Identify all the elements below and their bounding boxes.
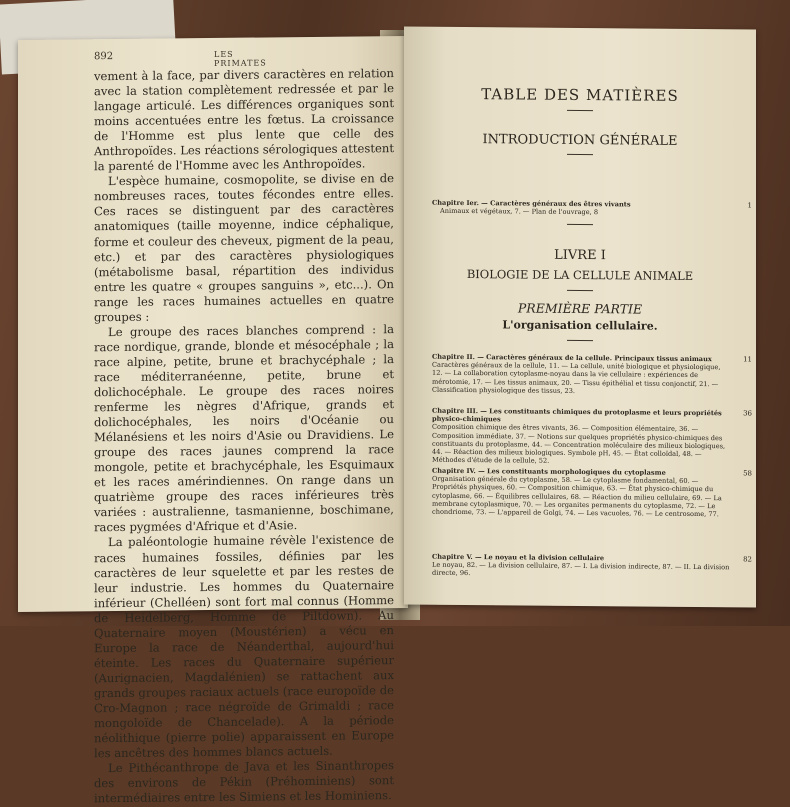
intro-heading: INTRODUCTION GÉNÉRALE: [482, 132, 678, 149]
paragraph: Le groupe des races blanches comprend : la race nordique, grande, blonde et mésocéphale ; la race alpine, petite, brune et brachycéphale ; la race méditerranéenne, petite, brune et dolichocéphale. Le groupe des races noires renferme les nègres d'Afrique, grands et dolichocéphales, les noirs d'Océanie ou Mélanésiens et les noirs d'Asie ou Dravidiens. Le groupe des races jaunes comprend la race mongole, petite et brachycéphale, les Esquimaux et les races amérindiennes. On range dans un quatrième groupe des races inférieures très variées : australienne, tasmanienne, boschimane, races pygmées d'Afrique et d'Asie.: [94, 321, 394, 535]
divider: [567, 110, 593, 111]
paragraph: vement à la face, par divers caractères en relation avec la station complètement redressée et par le langage articulé. Les différences organiques sont moins accentuées entre les fœtus. La croissance de l'Homme est plus lente que celle des Anthropoïdes. Les réactions sérologiques attestent la parenté de l'Homme avec les Anthropoïdes.: [94, 66, 394, 174]
toc-page-number: 82: [743, 555, 752, 564]
toc-entry-chapter-3: [432, 406, 752, 467]
right-page: [404, 26, 756, 607]
toc-chapter-head: Chapitre V. — Le noyau et la division cellulaire: [432, 552, 605, 563]
toc-chapter-subjects: Organisation générale du cytoplasme, 58. — Le cytoplasme fondamental, 60. — Propriétés physiques, 60. — Composition chimique, 63. — État physico-chimique du cytoplasme, 66. — Équilibres cellulaires, 68. — Réaction du milieu cellulaire, 69. — La membrane cytoplasmique, 70. — Les organites permanents du cytoplasme, 72. — Le chondriome, 73. — L'appareil de Golgi, 74. — Les vacuoles, 76. — Le centrosome, 77.: [432, 474, 722, 519]
toc-page-number: 36: [743, 409, 752, 418]
left-page-body: [94, 66, 394, 806]
toc-entry-chapter-5: [432, 552, 752, 580]
toc-chapter-head: Chapitre Ier. — Caractères généraux des êtres vivants: [432, 198, 631, 209]
part-title: L'organisation cellulaire.: [502, 318, 658, 333]
part-heading: PREMIÈRE PARTIE: [517, 300, 643, 317]
left-page: [18, 36, 408, 806]
paragraph: Le Pithécanthrope de Java et les Sinanthropes des environs de Pékin (Préhominiens) sont intermédiaires entre les Simiens et les Hominiens.: [94, 758, 394, 806]
toc-chapter-subjects: Composition chimique des êtres vivants, 36. — Composition élémentaire, 36. — Composition immédiate, 37. — Notions sur quelques propriétés physico-chimiques des constituants du protoplasme, 44. — Concentration moléculaire des milieux biologiques, 44. — Réaction des milieux biologiques. Symbole pH, 45. — État colloïdal, 48. — Méthodes d'étude de la cellule, 52.: [432, 423, 726, 465]
paragraph: La paléontologie humaine révèle l'existence de races humaines fossiles, définies par les caractères de leur squelette et par les restes de leur industrie. Les hommes du Quaternaire inférieur (Chelléen) sont fort mal connus (Homme de Heidelberg, Homme de Piltdown). Au Quaternaire moyen (Moustérien) a vécu en Europe la race de Néanderthal, aujourd'hui éteinte. Les races du Quaternaire supérieur (Aurignacien, Magdalénien) se rattachent aux grands groupes raciaux actuels (race europoïde de Cro-Magnon ; race négroïde de Grimaldi ; race mongoloïde de Chancelade). A la période néolithique (pierre polie) apparaissent en Europe les ancêtres des hommes blancs actuels.: [94, 532, 394, 761]
toc-chapter-head: Chapitre IV. — Les constituants morphologiques du cytoplasme: [432, 466, 666, 477]
toc-chapter-head: Chapitre II. — Caractères généraux de la cellule. Principaux tissus animaux: [432, 352, 712, 364]
toc-page-number: 11: [743, 355, 752, 364]
toc-entry-chapter-4: [432, 466, 752, 519]
book-heading: LIVRE I: [554, 247, 606, 264]
toc-entry-chapter-1: [432, 198, 752, 218]
paragraph: L'espèce humaine, cosmopolite, se divise en de nombreuses races, toutes fécondes entre elles. Ces races se distinguent par des caractères anatomiques (taille moyenne, indice céphalique, forme et couleur des cheveux, pigment de la peau, etc.) et par des caractères physiologiques (métabolisme basal, répartition des individus entre les quatre « groupes sanguins », etc...). On range les races humaines actuelles en quatre groupes :: [94, 171, 394, 324]
toc-chapter-head: Chapitre III. — Les constituants chimiques du protoplasme et leurs propriétés physico-chimiques: [432, 406, 722, 424]
toc-chapter-subjects: Animaux et végétaux, 7. — Plan de l'ouvrage, 8: [440, 206, 599, 217]
toc-chapter-subjects: Caractères généraux de la cellule, 11. — La cellule, unité biologique et physiologique, 12. — La collaboration cytoplasme-noyau dans la vie cellulaire : expériences de mérotomie, 17. — Les tissus animaux, 20. — Tissu épithélial et tissu conjonctif, 21. — Classification physiologique des tissus, 23.: [432, 360, 721, 395]
page-number: 892: [94, 51, 114, 63]
toc-chapter-subjects: Le noyau, 82. — La division cellulaire, 87. — I. La division indirecte, 87. — II. La division directe, 96.: [432, 560, 730, 578]
divider: [567, 290, 593, 291]
toc-page-number: 58: [743, 469, 752, 478]
running-head: LES PRIMATES: [214, 49, 267, 68]
book-title: BIOLOGIE DE LA CELLULE ANIMALE: [466, 267, 694, 283]
toc-page-number: 1: [747, 201, 752, 210]
toc-entry-chapter-2: [432, 352, 752, 397]
divider: [567, 154, 593, 155]
divider: [567, 224, 593, 225]
toc-title: TABLE DES MATIÈRES: [481, 85, 679, 105]
divider: [567, 340, 593, 341]
